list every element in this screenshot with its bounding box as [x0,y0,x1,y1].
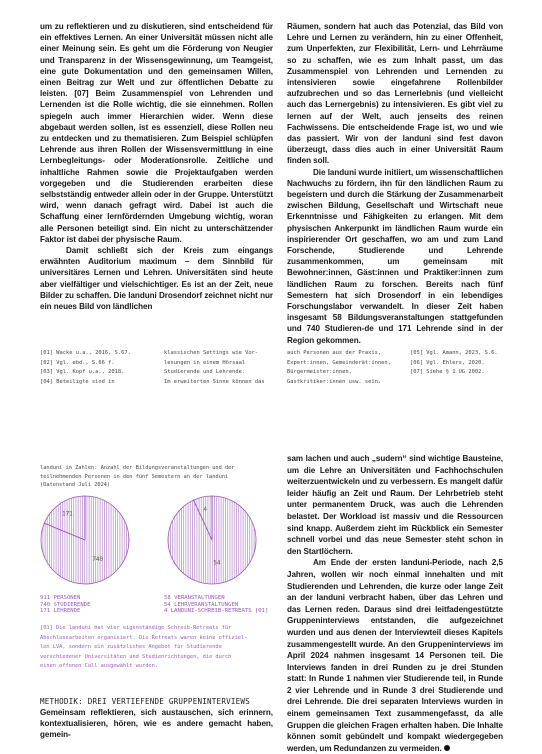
legend-item: 54 LEHRVERANSTALTUNGEN [164,601,239,608]
footnotes-col-1 [40,349,131,387]
footnote: auch Personen aus der Praxis, [287,350,382,356]
pie-data-label: 54 [213,559,221,567]
paragraph: Räumen, sondern hat auch das Potenzial, das Bild von Lehre und Lernen zu verändern, hin zu einer Offenheit, zum Unperfekten, zur Flexibilität, Lern- und Lehrräume so zu schaffen, wie es zum Inhalt passt, um das Zusammenspiel von Lehrenden und Lernenden zu intensivieren sowie eingefahrene Rollenbilder aufzubrechen und so das Lernerlebnis (und vielleicht auch das Lernergebnis) zu intensivieren. Es gibt viel zu lernen auf der Welt, auch jenseits des reinen Fachwissens. Die entscheidende Frage ist, wo und wie das passiert. Wir von der landuni sind fest davon überzeugt, dass dies auch in einer Universität Raum finden soll. [287,22,503,166]
pie-data-label: 171 [61,510,73,518]
legend-item: 58 VERANSTALTUNGEN [164,595,225,601]
paragraph: um zu reflektieren und zu diskutieren, sind entscheidend für ein effektives Lernen. An einer Universität müssen nicht alle einer Meinung sein. Es geht um die Förderung von Neugier und Transparenz in der Wissensgewinnung, um Teamgeist, eine gute Dokumentation und den gemeinsamen Willen, einen Beitrag zur Welt und zur öffentlichen Debatte zu leisten. [07] Beim Zusammenspiel von Lehrenden und Lernenden ist die Rolle wichtig, die sie einnehmen. Rollen spiegeln auch immer Hierarchien wider. Wenn diese abgebaut werden sollen, ist es essenziell, diese Rollen neu zu entdecken und zu thematisieren. Zum Beispiel schlüpfen Lehrende aus ihren Rollen der Wissensvermittlung in eine Lernbegleitungs- oder Moderationsrolle. Zeitliche und inhaltliche Rahmen sowie die Projektaufgaben werden vorgegeben und die Studierenden erarbeiten diese selbstständig entweder allein oder in der Gruppe. Unterstützt wird, wenn danach gefragt wird. Dabei ist auch die Schaffung einer lernfördernden Umgebung wichtig, woran alle Personen beteiligt sind. Ein nicht zu unterschätzender Faktor ist dabei der physische Raum. [40,22,273,244]
footnotes-col-2 [164,349,265,387]
pie-data-label: 740 [92,556,104,564]
footnote: [04] Beteiligte sind in [40,378,115,385]
body-column-left-bottom [40,707,273,741]
body-column-right-top [287,21,503,346]
note-line: len LVA, sondern ein zusätzliches Angebot für Studierende [40,644,222,651]
legend-events [164,595,268,615]
paragraph: sam lachen und auch „sudern“ sind wichtige Bausteine, um die Lehre an Universitäten und Fachhochschulen weiterzuentwickeln und zu verbessern. Es mangelt dafür leider häufig an Zeit und Raum. Der Lehrbetrieb steht unter permanentem Druck, was auch die Lehrenden belastet. Der Workload ist massiv und die Ressourcen sind knapp. Außerdem zieht im Rückblick ein Semester schnell vorbei und das neue Semester steht schon in den Startlöchern. [287,454,503,556]
pie-data-label: 4 [203,506,208,514]
pie-chart-persons [41,496,129,584]
footnote: klassischen Settings wie Vor- [164,350,259,356]
note-line: verschiedener Universitäten und Studienrichtungen, die durch [40,653,232,660]
note-line: Abschlussarbeiten organisiert. Die Retreats waren keine offiziel- [40,634,248,641]
caption-line: (Datenstand Juli 2024) [40,482,111,489]
footnotes-col-3 [287,349,391,387]
end-mark-icon [444,745,450,751]
footnote: [03] Vgl. Kopf u.a., 2018. [40,369,125,376]
paragraph: Die landuni wurde initiiert, um wissenschaftlichen Nachwuchs zu fördern, ihn für den ländlichen Raum zu begeistern und durch die Stärkung der Zusammenarbeit zwischen Bildung, Gesellschaft und Wirtschaft neue Erkenntnisse und Fähigkeiten zu erlangen. Mit dem physischen Ankerpunkt im ländlichen Raum wurde ein inspirierender Ort geschaffen, wo am und zum Land Forschende, Studierende und Lehrende zusammenkommen, um gemeinsam mit Bewohner:innen, Gäst:innen und Praktiker:innen zum ländlichen Raum zu forschen. Bereits nach fünf Semestern hat sich Drosendorf in ein lebendiges Forschungslabor verwandelt. In dieser Zeit haben insgesamt 58 Bildungsveranstaltungen stattgefunden und 740 Studieren-de und 171 Lehrende sind in der Region gekommen. [287,167,503,345]
pie-charts [38,493,288,589]
footnote: [07] Siehe § 1 UG 2002. [410,369,485,376]
footnote: [06] Vgl. Ehlers, 2020. [410,359,485,366]
footnote: lesungen in einem Hörsaal [164,359,246,366]
paragraph: Gemeinsam reflektieren, sich austauschen, sich erinnern, kontextualisieren, hören, wie es andere gemacht haben, gemein- [40,708,273,740]
caption-line: landuni in Zahlen: Anzahl der Bildungsveranstaltungen und der [40,465,235,471]
caption-line: teilnehmenden Personen in den fünf Semestern an der landuni [40,473,229,480]
note-line: [01] Die landuni hat vier eigenständige Schreib-Retreats für [40,625,232,631]
footnote: Im erweiterten Sinne können das [164,378,265,385]
paragraph: Am Ende der ersten landuni-Periode, nach 2,5 Jahren, wollen wir noch einmal innehalten und mit Studierenden und Lehrenden, die kurze oder lange Zeit an der landuni verbracht haben, über das Lehren und das Lernen reden. Daraus sind drei leitfadengestützte Gruppeninterviews entstanden, die aufgezeichnet wurden und aus denen der Interviewteil dieses Kapitels zusammengestellt wurde. An den Gruppeninterviews im April 2024 nahmen insgesamt 14 Personen teil. Die Interviews fanden in drei Runden zu je drei Stunden statt: In Runde 1 nahmen vier Studierende teil, in Runde 2 vier Lehrende und in Runde 3 drei Studierende und drei Lehrende. Die drei separaten Interviews wurden in einem gemeinsamen Text zusammengefasst, da alle Gruppen die gleichen Fragen erhalten haben. Die Inhalte können somit gebündelt und kompakt wiedergegeben werden, um Redundanzen zu vermeiden. [287,558,503,753]
body-column-right-bottom [287,453,503,754]
footnotes-col-4 [410,349,498,378]
legend-persons [40,595,91,615]
footnote: Bürgermeister:innen, [287,369,352,376]
legend-item: 4 LANDUNI-SCHREIB-RETREATS [01] [164,608,269,615]
section-heading: METHODIK: DREI VERTIEFENDE GRUPPENINTERVIEWS [40,697,250,706]
footnote: [02] Vgl. ebd., S.66 f. [40,359,115,366]
footnote: Gastkritiker:innen usw. sein. [287,378,382,385]
footnote: [05] Vgl. Amann, 2023, S.6. [410,350,498,356]
figure-note [40,624,247,672]
paragraph: Damit schließt sich der Kreis zum eingangs erwähnten Auditorium maximum – dem Sinnbild für universitäres Lernen und Lehren. Universitäten sind heute aber vielfältiger und vielschichtiger. Es ist an der Zeit, neue Bilder zu schaffen. Die landuni Drosendorf zeichnet nicht nur ein neues Bild von ländlichen [40,246,273,312]
pie-chart-events [168,496,256,584]
figure-caption [40,464,235,490]
legend-item: 740 STUDIERENDE [40,601,91,608]
body-column-left-top [40,21,273,312]
footnote: Expert:innen, Gemeinderät:innen, [287,359,391,366]
legend-item: 171 LEHRENDE [40,608,81,615]
legend-item: 911 PERSONEN [40,595,81,601]
footnote: [01] Wacke u.a., 2016, S.67. [40,350,131,356]
note-line: einen offenen Call ausgewählt wurden. [40,663,158,670]
footnote: Studierende und Lehrende. [164,369,246,376]
